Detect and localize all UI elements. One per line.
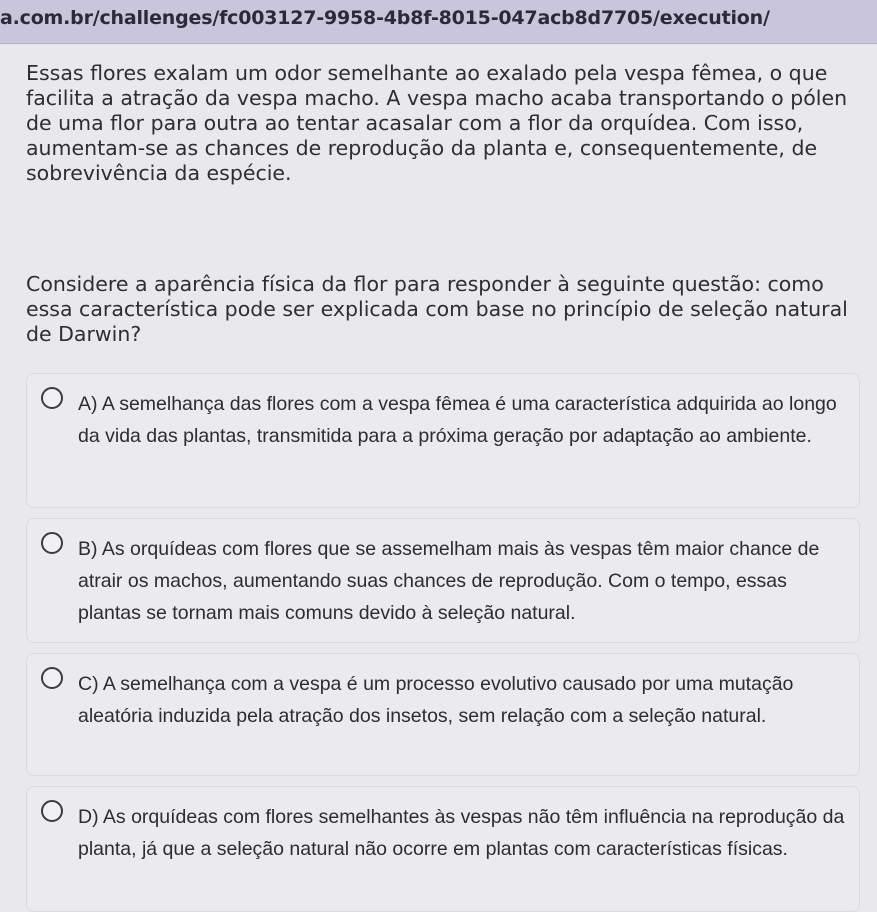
option-d[interactable] — [26, 786, 860, 912]
option-a-text: A) A semelhança das flores com a vespa fêmea é uma característica adquirida ao longo da vida das plantas, transmitida para a próxima geração por adaptação ao ambiente. — [78, 393, 837, 447]
option-a[interactable] — [26, 373, 860, 508]
option-b-text: B) As orquídeas com flores que se assemelham mais às vespas têm maior chance de atrair os machos, aumentando suas chances de reprodução. Com o tempo, essas plantas se tornam mais comuns devido à seleção natural. — [78, 538, 820, 624]
challenge-content — [0, 45, 877, 912]
radio-button-b[interactable] — [41, 532, 63, 554]
radio-button-c[interactable] — [41, 667, 63, 689]
option-c[interactable] — [26, 653, 860, 776]
option-d-text: D) As orquídeas com flores semelhantes às vespas não têm influência na reprodução da planta, já que a seleção natural não ocorre em plantas com características físicas. — [78, 806, 845, 860]
option-b[interactable] — [26, 518, 860, 643]
radio-button-d[interactable] — [41, 800, 63, 822]
question-context: Essas flores exalam um odor semelhante ao exalado pela vespa fêmea, o que facilita a atração da vespa macho. A vespa macho acaba transportando o pólen de uma flor para outra ao tentar acasalar com a flor da orquídea. Com isso, aumentam-se as chances de reprodução da planta e, consequentemente, de sobrevivência da espécie. — [26, 61, 848, 185]
option-c-text: C) A semelhança com a vespa é um processo evolutivo causado por uma mutação aleatória induzida pela atração dos insetos, sem relação com a seleção natural. — [78, 673, 794, 727]
radio-button-a[interactable] — [41, 387, 63, 409]
url-text[interactable]: a.com.br/challenges/fc003127-9958-4b8f-8015-047acb8d7705/execution/ — [0, 7, 770, 29]
browser-address-bar[interactable] — [0, 0, 877, 44]
question-prompt: Considere a aparência física da flor para responder à seguinte questão: como essa característica pode ser explicada com base no princípio de seleção natural de Darwin? — [26, 272, 848, 346]
